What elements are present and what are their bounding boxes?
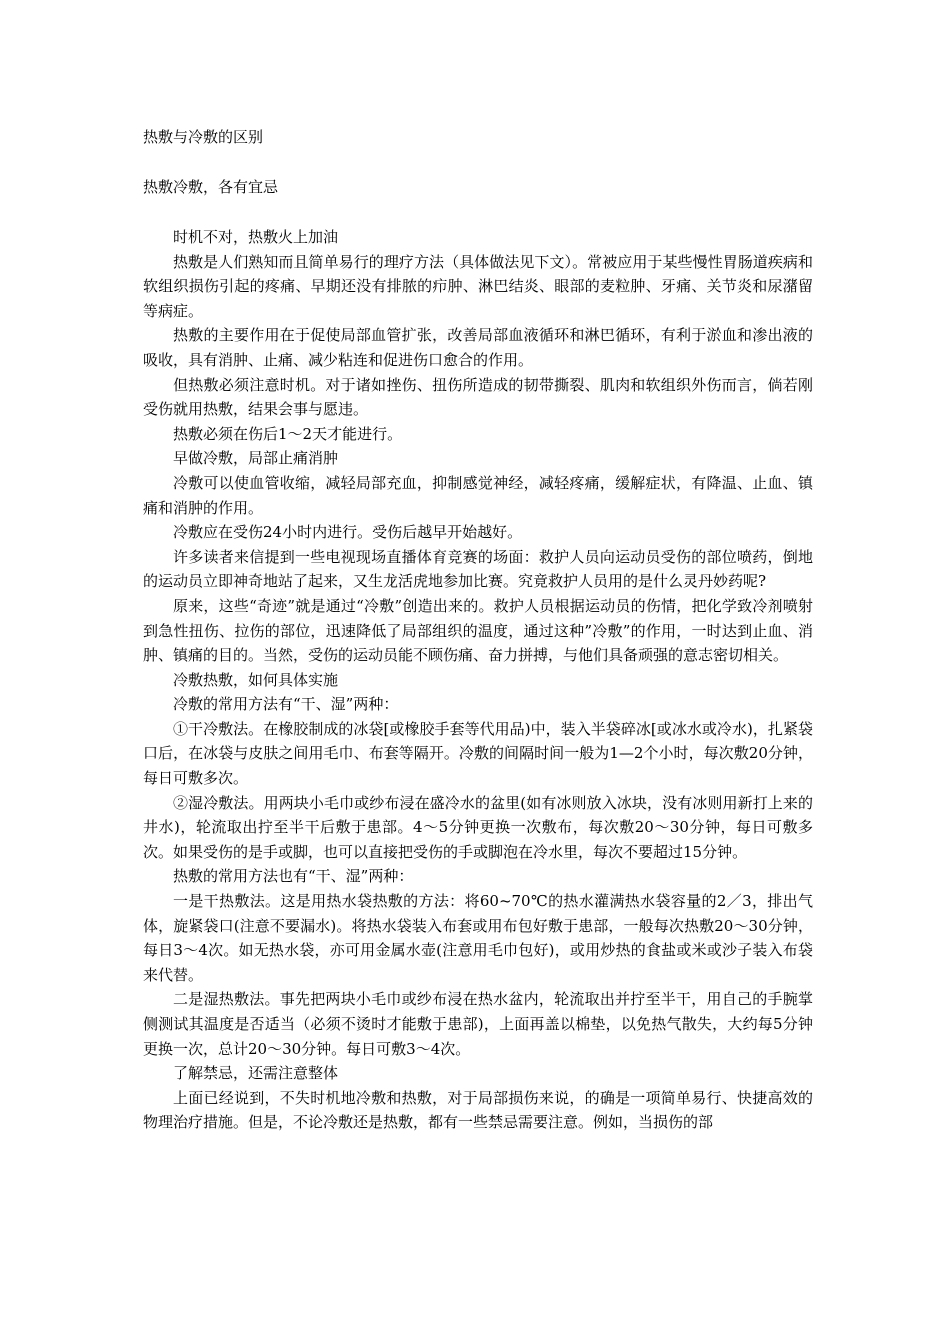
section-heading-how-to: 冷敷热敷，如何具体实施: [173, 670, 339, 689]
paragraph: ①干冷敷法。在橡胶制成的冰袋[或橡胶手套等代用品)中，装入半袋碎冰[或冰水或冷水)，扎紧袋口后，在冰袋与皮肤之间用毛巾、布套等隔开。冷敷的间隔时间一般为1—2个小时，每次敷20分钟，每日可敷多次。: [143, 719, 813, 788]
paragraph: 冷敷可以使血管收缩，减轻局部充血，抑制感觉神经，减轻疼痛，缓解症状，有降温、止血、镇痛和消肿的作用。: [143, 473, 813, 517]
document-body: [143, 225, 813, 1135]
paragraph: 但热敷必须注意时机。对于诸如挫伤、扭伤所造成的韧带撕裂、肌肉和软组织外伤而言，倘若刚受伤就用热敷，结果会事与愿违。: [143, 375, 813, 419]
paragraph: 热敷的常用方法也有“干、湿”两种：: [173, 867, 414, 886]
section-heading-hot-timing: 时机不对，热敷火上加油: [173, 228, 339, 246]
paragraph: 冷敷的常用方法有“干、湿”两种：: [173, 695, 399, 714]
paragraph: 上面已经说到，不失时机地冷敷和热敷，对于局部损伤来说，的确是一项简单易行、快捷高效的物理治疗措施。但是，不论冷敷还是热敷，都有一些禁忌需要注意。例如，当损伤的部: [143, 1088, 813, 1132]
paragraph: 许多读者来信提到一些电视现场直播体育竞赛的场面：救护人员向运动员受伤的部位喷药，倒地的运动员立即神奇地站了起来，又生龙活虎地参加比赛。究竟救护人员用的是什么灵丹妙药呢?: [143, 547, 813, 591]
paragraph: ②湿冷敷法。用两块小毛巾或纱布浸在盛冷水的盆里(如有冰则放入冰块，没有冰则用新打上来的井水)，轮流取出拧至半干后敷于患部。4～5分钟更换一次敷布，每次敷20～30分钟，每日可敷多次。如果受伤的是手或脚，也可以直接把受伤的手或脚泡在冷水里，每次不要超过15分钟。: [143, 793, 813, 861]
section-heading-cold-early: 早做冷敷，局部止痛消肿: [173, 449, 339, 468]
paragraph: 热敷的主要作用在于促使局部血管扩张，改善局部血液循环和淋巴循环，有利于淤血和渗出液的吸收，具有消肿、止痛、减少粘连和促进伤口愈合的作用。: [143, 326, 813, 369]
paragraph: 冷敷应在受伤24小时内进行。受伤后越早开始越好。: [173, 523, 523, 542]
document-title: 热敷与冷敷的区别: [143, 128, 264, 146]
section-heading-contraindications: 了解禁忌，还需注意整体: [173, 1064, 339, 1083]
paragraph: 二是湿热敷法。事先把两块小毛巾或纱布浸在热水盆内，轮流取出并拧至半干，用自己的手腕掌侧测试其温度是否适当（必须不烫时才能敷于患部)，上面再盖以棉垫，以免热气散失，大约每5分钟更换一次，总计20～30分钟。每日可敷3～4次。: [143, 990, 813, 1058]
paragraph: 热敷必须在伤后1～2天才能进行。: [173, 424, 403, 443]
document-subtitle: 热敷冷敷，各有宜忌: [143, 178, 279, 196]
paragraph: 热敷是人们熟知而且简单易行的理疗方法（具体做法见下文）。常被应用于某些慢性胃肠道疾病和软组织损伤引起的疼痛、早期还没有排脓的疖肿、淋巴结炎、眼部的麦粒肿、牙痛、关节炎和尿潴留等病症。: [143, 252, 813, 320]
paragraph: 一是干热敷法。这是用热水袋热敷的方法：将60~70℃的热水灌满热水袋容量的2／3，排出气体，旋紧袋口(注意不要漏水)。将热水袋装入布套或用布包好敷于患部，一般每次热敷20～30分钟，每日3～4次。如无热水袋，亦可用金属水壶(注意用毛巾包好)，或用炒热的食盐或米或沙子装入布袋来代替。: [143, 892, 813, 984]
paragraph: 原来，这些“奇迹”就是通过“冷敷”创造出来的。救护人员根据运动员的伤情，把化学致冷剂喷射到急性扭伤、拉伤的部位，迅速降低了局部组织的温度，通过这种”冷敷”的作用，一时达到止血、消肿、镇痛的目的。当然，受伤的运动员能不顾伤痛、奋力拼搏，与他们具备顽强的意志密切相关。: [143, 596, 813, 665]
